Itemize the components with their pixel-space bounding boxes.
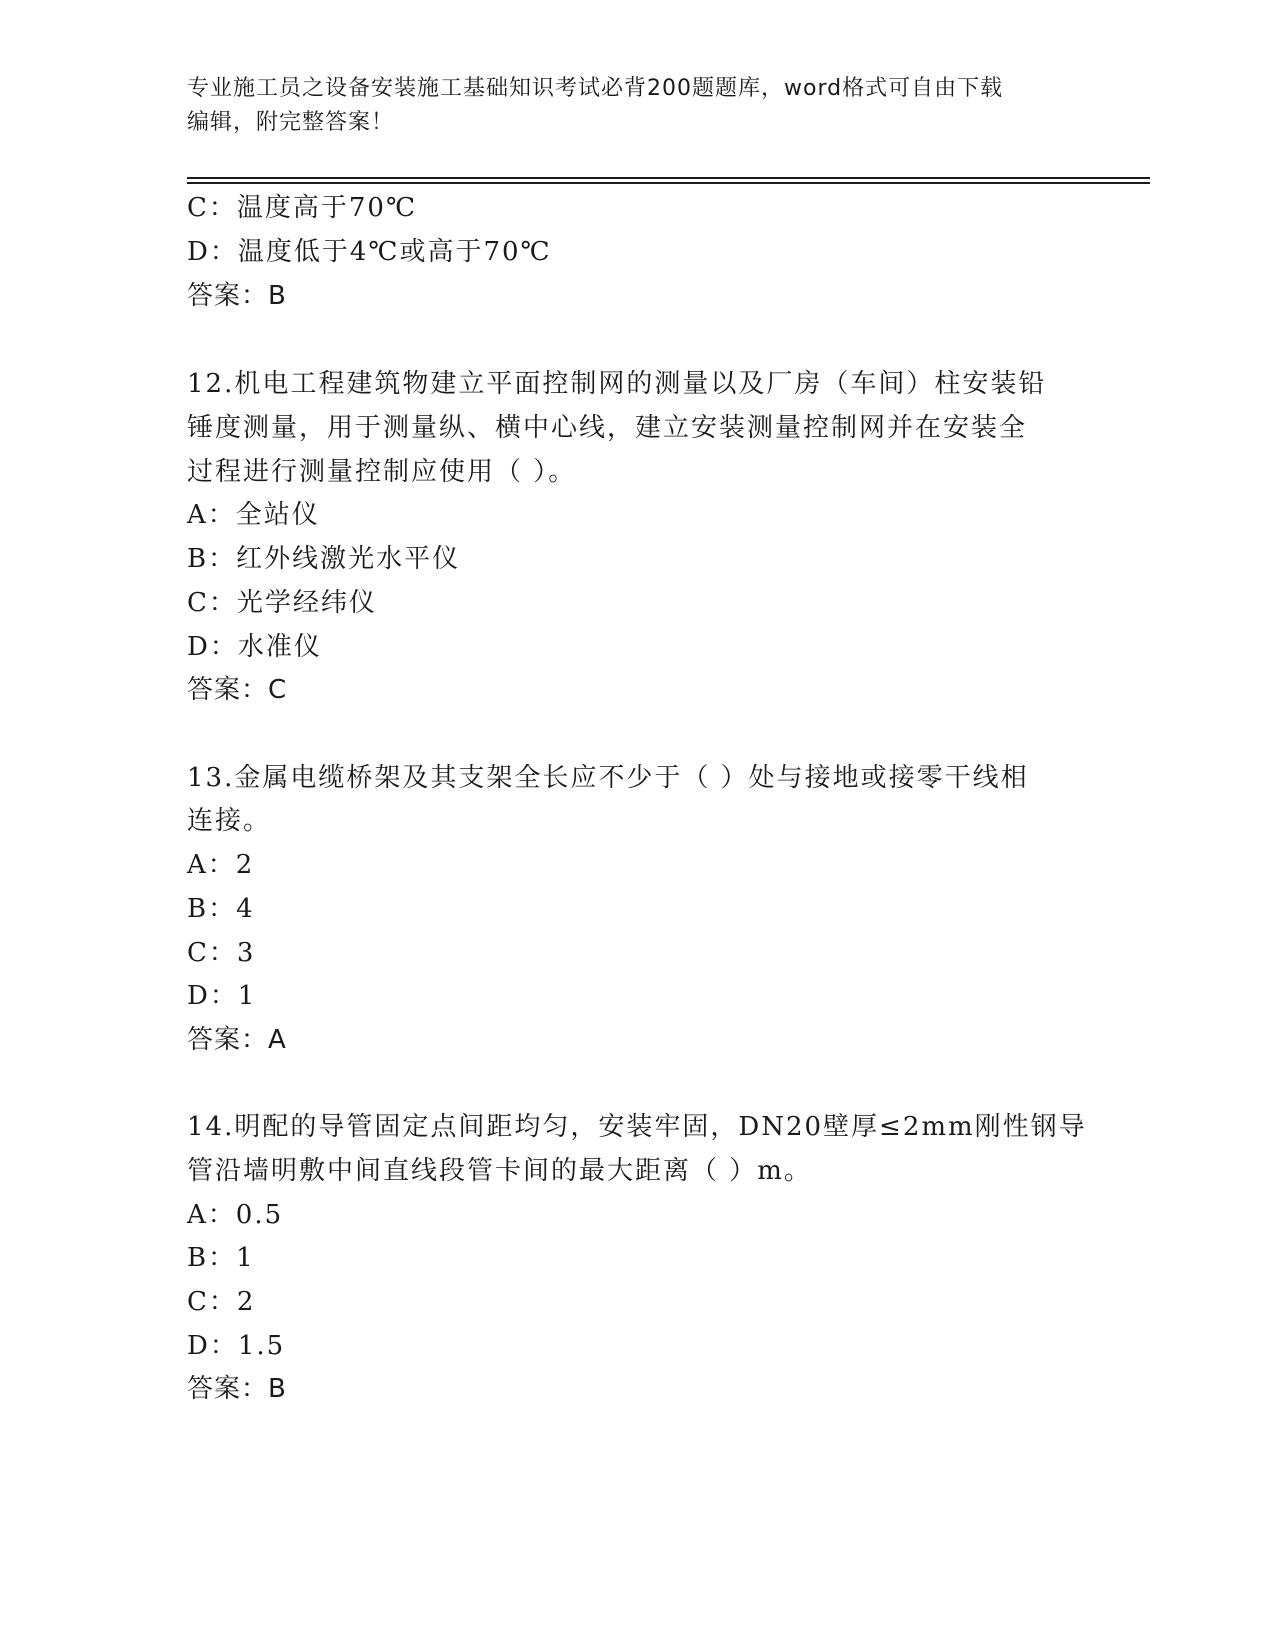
q13-option-b: B：4 xyxy=(187,894,255,924)
q14-option-b: B：1 xyxy=(187,1243,255,1273)
header-title-line-2: 编辑，附完整答案！ xyxy=(187,110,395,135)
q12-question-line-2: 锤度测量，用于测量纵、横中心线，建立安装测量控制网并在安装全 xyxy=(187,413,1028,443)
q13-option-c: C：3 xyxy=(187,938,256,968)
q13-option-a: A：2 xyxy=(187,850,255,880)
header-divider-top xyxy=(187,177,1150,179)
q12-question-line-3: 过程进行测量控制应使用（ ）。 xyxy=(187,457,577,487)
q14-option-a: A：0.5 xyxy=(187,1200,284,1230)
q12-option-d: D：水准仪 xyxy=(187,632,322,662)
q12-question-line-1: 12.机电工程建筑物建立平面控制网的测量以及厂房（车间）柱安装铅 xyxy=(187,369,1047,399)
q11-option-c: C：温度高于70℃ xyxy=(187,193,418,223)
q11-answer: 答案：B xyxy=(187,281,287,311)
q14-question-line-2: 管沿墙明敷中间直线段管卡间的最大距离（ ）m。 xyxy=(187,1156,812,1186)
q12-option-c: C：光学经纬仪 xyxy=(187,588,377,618)
q14-question-line-1: 14.明配的导管固定点间距均匀，安装牢固，DN20壁厚≤2mm刚性钢导 xyxy=(187,1112,1087,1142)
q13-question-line-2: 连接。 xyxy=(187,806,272,836)
q14-answer: 答案：B xyxy=(187,1374,287,1404)
q13-answer: 答案：A xyxy=(187,1025,287,1055)
q14-option-c: C：2 xyxy=(187,1287,256,1317)
q13-question-line-1: 13.金属电缆桥架及其支架全长应不少于（ ）处与接地或接零干线相 xyxy=(187,763,1029,793)
q13-option-d: D：1 xyxy=(187,981,257,1011)
q12-option-a: A：全站仪 xyxy=(187,500,320,530)
header-title-line-1: 专业施工员之设备安装施工基础知识考试必背200题题库，word格式可自由下载 xyxy=(187,76,1004,101)
header-divider-bottom xyxy=(187,182,1150,184)
q14-option-d: D：1.5 xyxy=(187,1331,286,1361)
document-header xyxy=(187,72,1067,140)
q12-option-b: B：红外线激光水平仪 xyxy=(187,544,461,574)
q12-answer: 答案：C xyxy=(187,675,288,705)
q11-option-d: D：温度低于4℃或高于70℃ xyxy=(187,237,552,267)
